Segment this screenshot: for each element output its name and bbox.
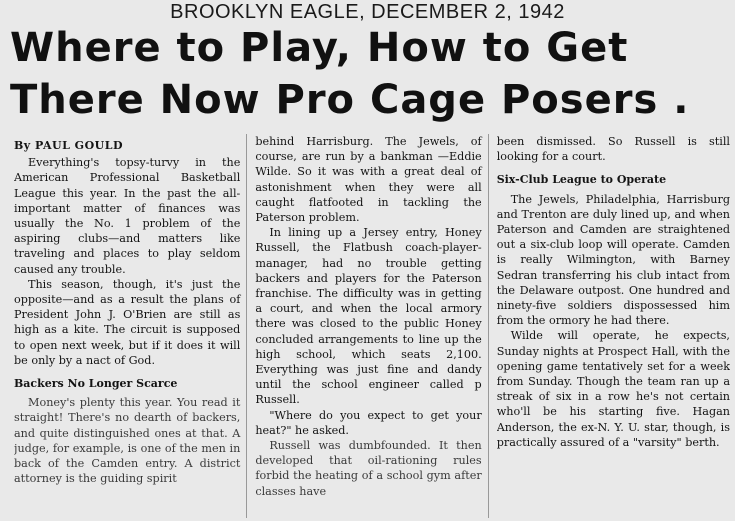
paragraph: Russell was dumbfounded. It then developed that oil-rationing rules forbid the heating of a school gym after classes have <box>255 439 482 498</box>
paragraph: Wilde will operate, he expects, Sunday nights at Prospect Hall, with the opening game tentatively set for a week from Sunday. Though the team ran up a streak of six in a row he's not certain who'll be his starting five. Hagan Anderson, the ex-N. Y. U. star, though, is practically assured of a "varsity" berth. <box>496 329 730 449</box>
headline <box>10 22 730 126</box>
paragraph: The Jewels, Philadelphia, Harrisburg and Trenton are duly lined up, and when Paterson and Camden are straightened out a six-club loop will operate. Camden is really Wilmington, with Barney Sedran transferring his club intact from the Delaware outpost. One hundred and ninety-five soldiers dispossessed him from the ormory he had there. <box>496 192 730 328</box>
headline-line-1: Where to Play, How to Get <box>10 25 629 71</box>
paragraph: behind Harrisburg. The Jewels, of course, are run by a bankman —Eddie Wilde. So it was with a great deal of astonishment when they were all caught flatfooted in tackling the Paterson problem. <box>255 135 482 225</box>
paragraph: "Where do you expect to get your heat?" he asked. <box>255 408 482 437</box>
byline: By PAUL GOULD <box>14 139 124 152</box>
article-column-2 <box>255 134 488 518</box>
headline-line-2: There Now Pro Cage Posers . <box>10 77 690 123</box>
article-body <box>14 134 730 518</box>
paragraph: Money's plenty this year. You read it straight! There's no dearth of backers, and quite distinguished ones at that. A judge, for example, is one of the men in back of the Camden entry. A district attorney is the guiding spirit <box>14 396 241 486</box>
paragraph: In lining up a Jersey entry, Honey Russell, the Flatbush coach-player-manager, had no trouble getting backers and players for the Paterson franchise. The difficulty was in getting a court, and when the local armory there was closed to the public Honey concluded arrangements to line up the high school, which seats 2,100. Everything was just fine and dandy until the school engineer called p Russell. <box>255 226 482 407</box>
paragraph: been dismissed. So Russell is still looking for a court. <box>496 135 730 164</box>
article-column-1 <box>14 134 247 518</box>
subheading: Backers No Longer Scarce <box>14 377 178 391</box>
subheading: Six-Club League to Operate <box>496 173 667 187</box>
dateline: BROOKLYN EAGLE, DECEMBER 2, 1942 <box>170 1 565 23</box>
paragraph: Everything's topsy-turvy in the American Professional Basketball League this year. In the past the all-important matter of finances was usually the No. 1 problem of the aspiring clubs—and matters like traveling and places to play seldom caused any trouble. <box>14 156 241 276</box>
paragraph: This season, though, it's just the opposite—and as a result the plans of President John J. O'Brien are still as high as a kite. The circuit is supposed to open next week, but if it does it will be only by a nact of God. <box>14 277 241 367</box>
article-column-3 <box>497 134 730 518</box>
